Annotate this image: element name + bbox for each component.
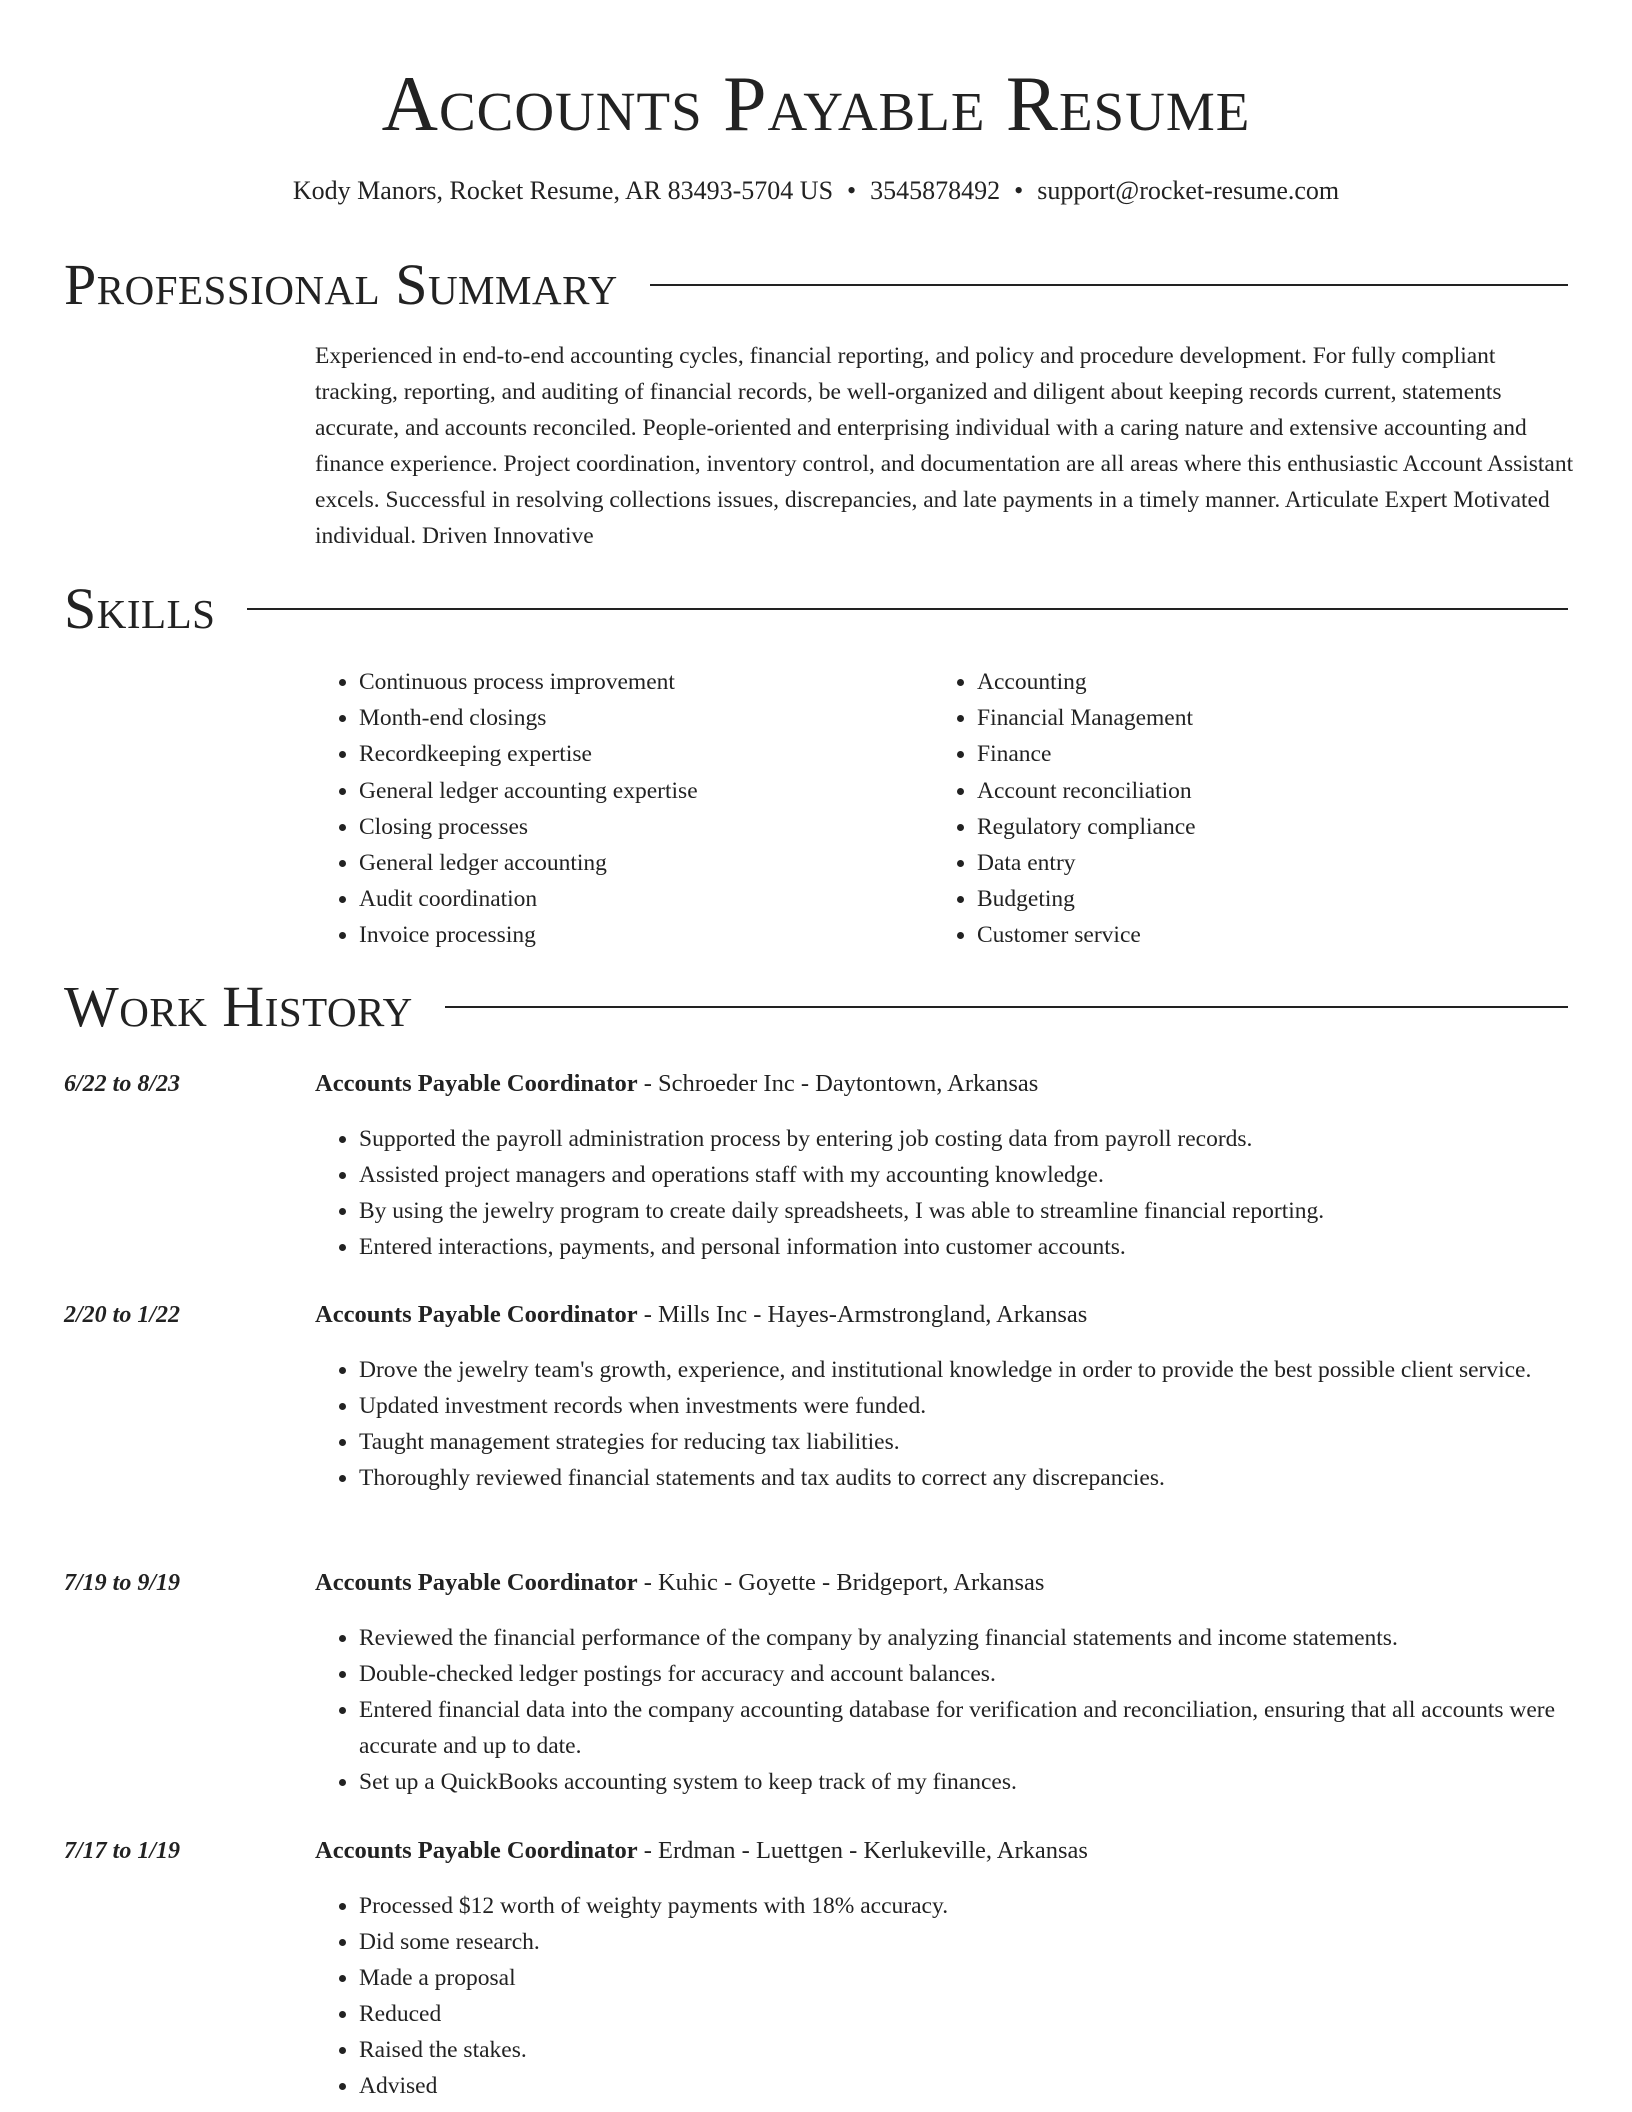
skill-item: • Recordkeeping expertise [359, 736, 933, 772]
section-skills-heading [64, 577, 1568, 641]
duty-item: • Set up a QuickBooks accounting system to keep track of my finances. [359, 1764, 1574, 1800]
skill-item: • Financial Management [977, 700, 1551, 736]
skill-item: • Continuous process improvement [359, 664, 933, 700]
job-title-line [315, 1566, 1044, 1600]
duty-item: • Double-checked ledger postings for accuracy and account balances. [359, 1656, 1574, 1692]
job-role: Accounts Payable Coordinator [315, 1837, 638, 1864]
section-divider [445, 1006, 1568, 1008]
duty-item: • Reduced [359, 1996, 1574, 2032]
job-company-location: - Schroeder Inc - Daytontown, Arkansas [637, 1070, 1039, 1097]
duty-item: • Updated investment records when investments were funded. [359, 1388, 1574, 1424]
skill-item: • Invoice processing [359, 917, 933, 953]
duty-item: • Made a proposal [359, 1960, 1574, 1996]
section-work-heading [64, 975, 1568, 1039]
job-dates: 7/19 to 9/19 [64, 1570, 181, 1596]
job-duties [315, 1121, 1574, 1265]
section-divider [247, 608, 1568, 610]
job-dates: 7/17 to 1/19 [64, 1838, 181, 1864]
duty-item: • By using the jewelry program to create daily spreadsheets, I was able to streamline financial reporting. [359, 1193, 1574, 1229]
section-summary-heading [64, 253, 1568, 317]
duty-item: • Raised the stakes. [359, 2032, 1574, 2068]
duty-item: • Drove the jewelry team's growth, experience, and institutional knowledge in order to provide the best possible client service. [359, 1352, 1574, 1388]
job-duties [315, 1888, 1574, 2104]
skill-item: • Data entry [977, 845, 1551, 881]
job-role: Accounts Payable Coordinator [315, 1301, 638, 1328]
contact-phone: 3545878492 [870, 176, 1001, 205]
job-role: Accounts Payable Coordinator [315, 1569, 638, 1596]
skill-item: • Customer service [977, 917, 1551, 953]
duty-item: • Entered financial data into the company accounting database for verification and reconciliation, ensuring that all accounts were accurate and up to date. [359, 1692, 1574, 1764]
contact-separator: • [1014, 176, 1024, 205]
skills-list [315, 664, 1575, 954]
job-title-line [315, 1834, 1088, 1868]
contact-address: Kody Manors, Rocket Resume, AR 83493-5704 US [292, 176, 834, 205]
skills-column-left [315, 664, 933, 954]
duty-item: • Reviewed the financial performance of the company by analyzing financial statements and income statements. [359, 1620, 1574, 1656]
job-title-line [315, 1067, 1038, 1101]
contact-email: support@rocket-resume.com [1037, 176, 1340, 205]
duty-item: • Advised [359, 2068, 1574, 2104]
contact-line [0, 175, 1632, 207]
job-company-location: - Kuhic - Goyette - Bridgeport, Arkansas [637, 1569, 1045, 1596]
skills-column-right [933, 664, 1551, 954]
job-duties [315, 1620, 1574, 1800]
section-title: Professional Summary [64, 252, 618, 317]
skill-item: • Month-end closings [359, 700, 933, 736]
skill-item: • Budgeting [977, 881, 1551, 917]
skill-item: • General ledger accounting expertise [359, 773, 933, 809]
job-company-location: - Erdman - Luettgen - Kerlukeville, Arkansas [637, 1837, 1088, 1864]
job-title-line [315, 1298, 1087, 1332]
duty-item: • Did some research. [359, 1924, 1574, 1960]
duty-item: • Taught management strategies for reducing tax liabilities. [359, 1424, 1574, 1460]
skill-item: • Audit coordination [359, 881, 933, 917]
duty-item: • Processed $12 worth of weighty payments with 18% accuracy. [359, 1888, 1574, 1924]
skill-item: • Accounting [977, 664, 1551, 700]
contact-separator: • [847, 176, 857, 205]
skill-item: • Regulatory compliance [977, 809, 1551, 845]
skill-item: • General ledger accounting [359, 845, 933, 881]
skill-item: • Closing processes [359, 809, 933, 845]
job-role: Accounts Payable Coordinator [315, 1070, 638, 1097]
duty-item: • Assisted project managers and operations staff with my accounting knowledge. [359, 1157, 1574, 1193]
section-title: Skills [64, 576, 216, 641]
summary-text: Experienced in end-to-end accounting cycles, financial reporting, and policy and procedure development. For fully compliant tracking, reporting, and auditing of financial records, be well-organized and diligent about keeping records current, statements accurate, and accounts reconciled. People-oriented and enterprising individual with a caring nature and extensive accounting and finance experience. Project coordination, inventory control, and documentation are all areas where this enthusiastic Account Assistant excels. Successful in resolving collections issues, discrepancies, and late payments in a timely manner. Articulate Expert Motivated individual. Driven Innovative [315, 343, 1574, 549]
duty-item: • Entered interactions, payments, and personal information into customer accounts. [359, 1229, 1574, 1265]
job-dates: 6/22 to 8/23 [64, 1071, 181, 1097]
job-company-location: - Mills Inc - Hayes-Armstrongland, Arkansas [637, 1301, 1088, 1328]
skill-item: • Account reconciliation [977, 773, 1551, 809]
section-title: Work History [64, 974, 413, 1039]
duty-item: • Thoroughly reviewed financial statements and tax audits to correct any discrepancies. [359, 1460, 1574, 1496]
resume-title: Accounts Payable Resume [381, 60, 1251, 147]
skill-item: • Finance [977, 736, 1551, 772]
duty-item: • Supported the payroll administration process by entering job costing data from payroll records. [359, 1121, 1574, 1157]
job-duties [315, 1352, 1574, 1496]
job-dates: 2/20 to 1/22 [64, 1302, 181, 1328]
section-divider [650, 284, 1568, 286]
